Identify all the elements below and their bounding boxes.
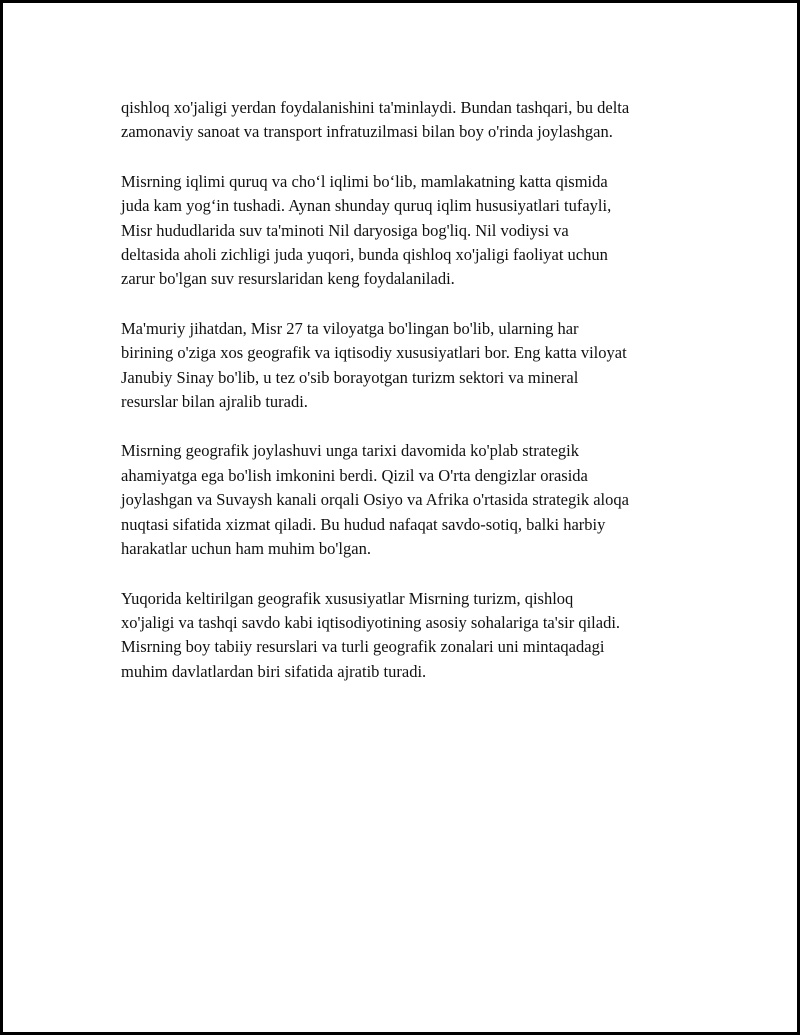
text-line: zamonaviy sanoat va transport infratuzilmasi bilan boy o'rinda joylashgan. xyxy=(121,122,613,142)
text-line: resurslar bilan ajralib turadi. xyxy=(121,392,308,412)
paragraph-1 xyxy=(121,96,711,145)
text-line: qishloq xo'jaligi yerdan foydalanishini ta'minlaydi. Bundan tashqari, bu delta xyxy=(121,98,630,117)
text-line: Yuqorida keltirilgan geografik xususiyatlar Misrning turizm, qishloq xyxy=(121,588,574,608)
text-line: Janubiy Sinay bo'lib, u tez o'sib borayotgan turizm sektori va mineral xyxy=(121,367,579,387)
paragraph-2 xyxy=(121,170,711,292)
text-line: joylashgan va Suvaysh kanali orqali Osiyo va Afrika o'rtasida strategik aloqa xyxy=(121,490,629,510)
text-line: Misrning geografik joylashuvi unga tarixi davomida ko'plab strategik xyxy=(121,441,580,461)
text-line: Misrning iqlimi quruq va cho‘l iqlimi bo‘lib, mamlakatning katta qismida xyxy=(121,171,608,191)
document-body xyxy=(121,96,711,709)
text-line: harakatlar uchun ham muhim bo'lgan. xyxy=(121,539,371,559)
text-line: birining o'ziga xos geografik va iqtisodiy xususiyatlari bor. Eng katta viloyat xyxy=(121,343,627,363)
paragraph-3 xyxy=(121,317,711,415)
paragraph-5 xyxy=(121,587,711,685)
text-line: deltasida aholi zichligi juda yuqori, bunda qishloq xo'jaligi faoliyat uchun xyxy=(121,245,608,265)
text-line: ahamiyatga ega bo'lish imkonini berdi. Qizil va O'rta dengizlar orasida xyxy=(121,465,588,485)
text-line: Ma'muriy jihatdan, Misr 27 ta viloyatga bo'lingan bo'lib, ularning har xyxy=(121,318,579,338)
paragraph-4 xyxy=(121,439,711,561)
text-line: nuqtasi sifatida xizmat qiladi. Bu hudud nafaqat savdo-sotiq, balki harbiy xyxy=(121,514,606,534)
text-line: Misr hududlarida suv ta'minoti Nil daryosiga bog'liq. Nil vodiysi va xyxy=(121,220,569,240)
text-line: Misrning boy tabiiy resurslari va turli geografik zonalari uni mintaqadagi xyxy=(121,637,605,657)
text-line: zarur bo'lgan suv resurslaridan keng foydalaniladi. xyxy=(121,269,455,289)
text-line: juda kam yog‘in tushadi. Aynan shunday quruq iqlim hususiyatlari tufayli, xyxy=(121,196,612,216)
text-line: xo'jaligi va tashqi savdo kabi iqtisodiyotining asosiy sohalariga ta'sir qiladi. xyxy=(121,612,621,632)
text-line: muhim davlatlardan biri sifatida ajratib turadi. xyxy=(121,661,427,681)
